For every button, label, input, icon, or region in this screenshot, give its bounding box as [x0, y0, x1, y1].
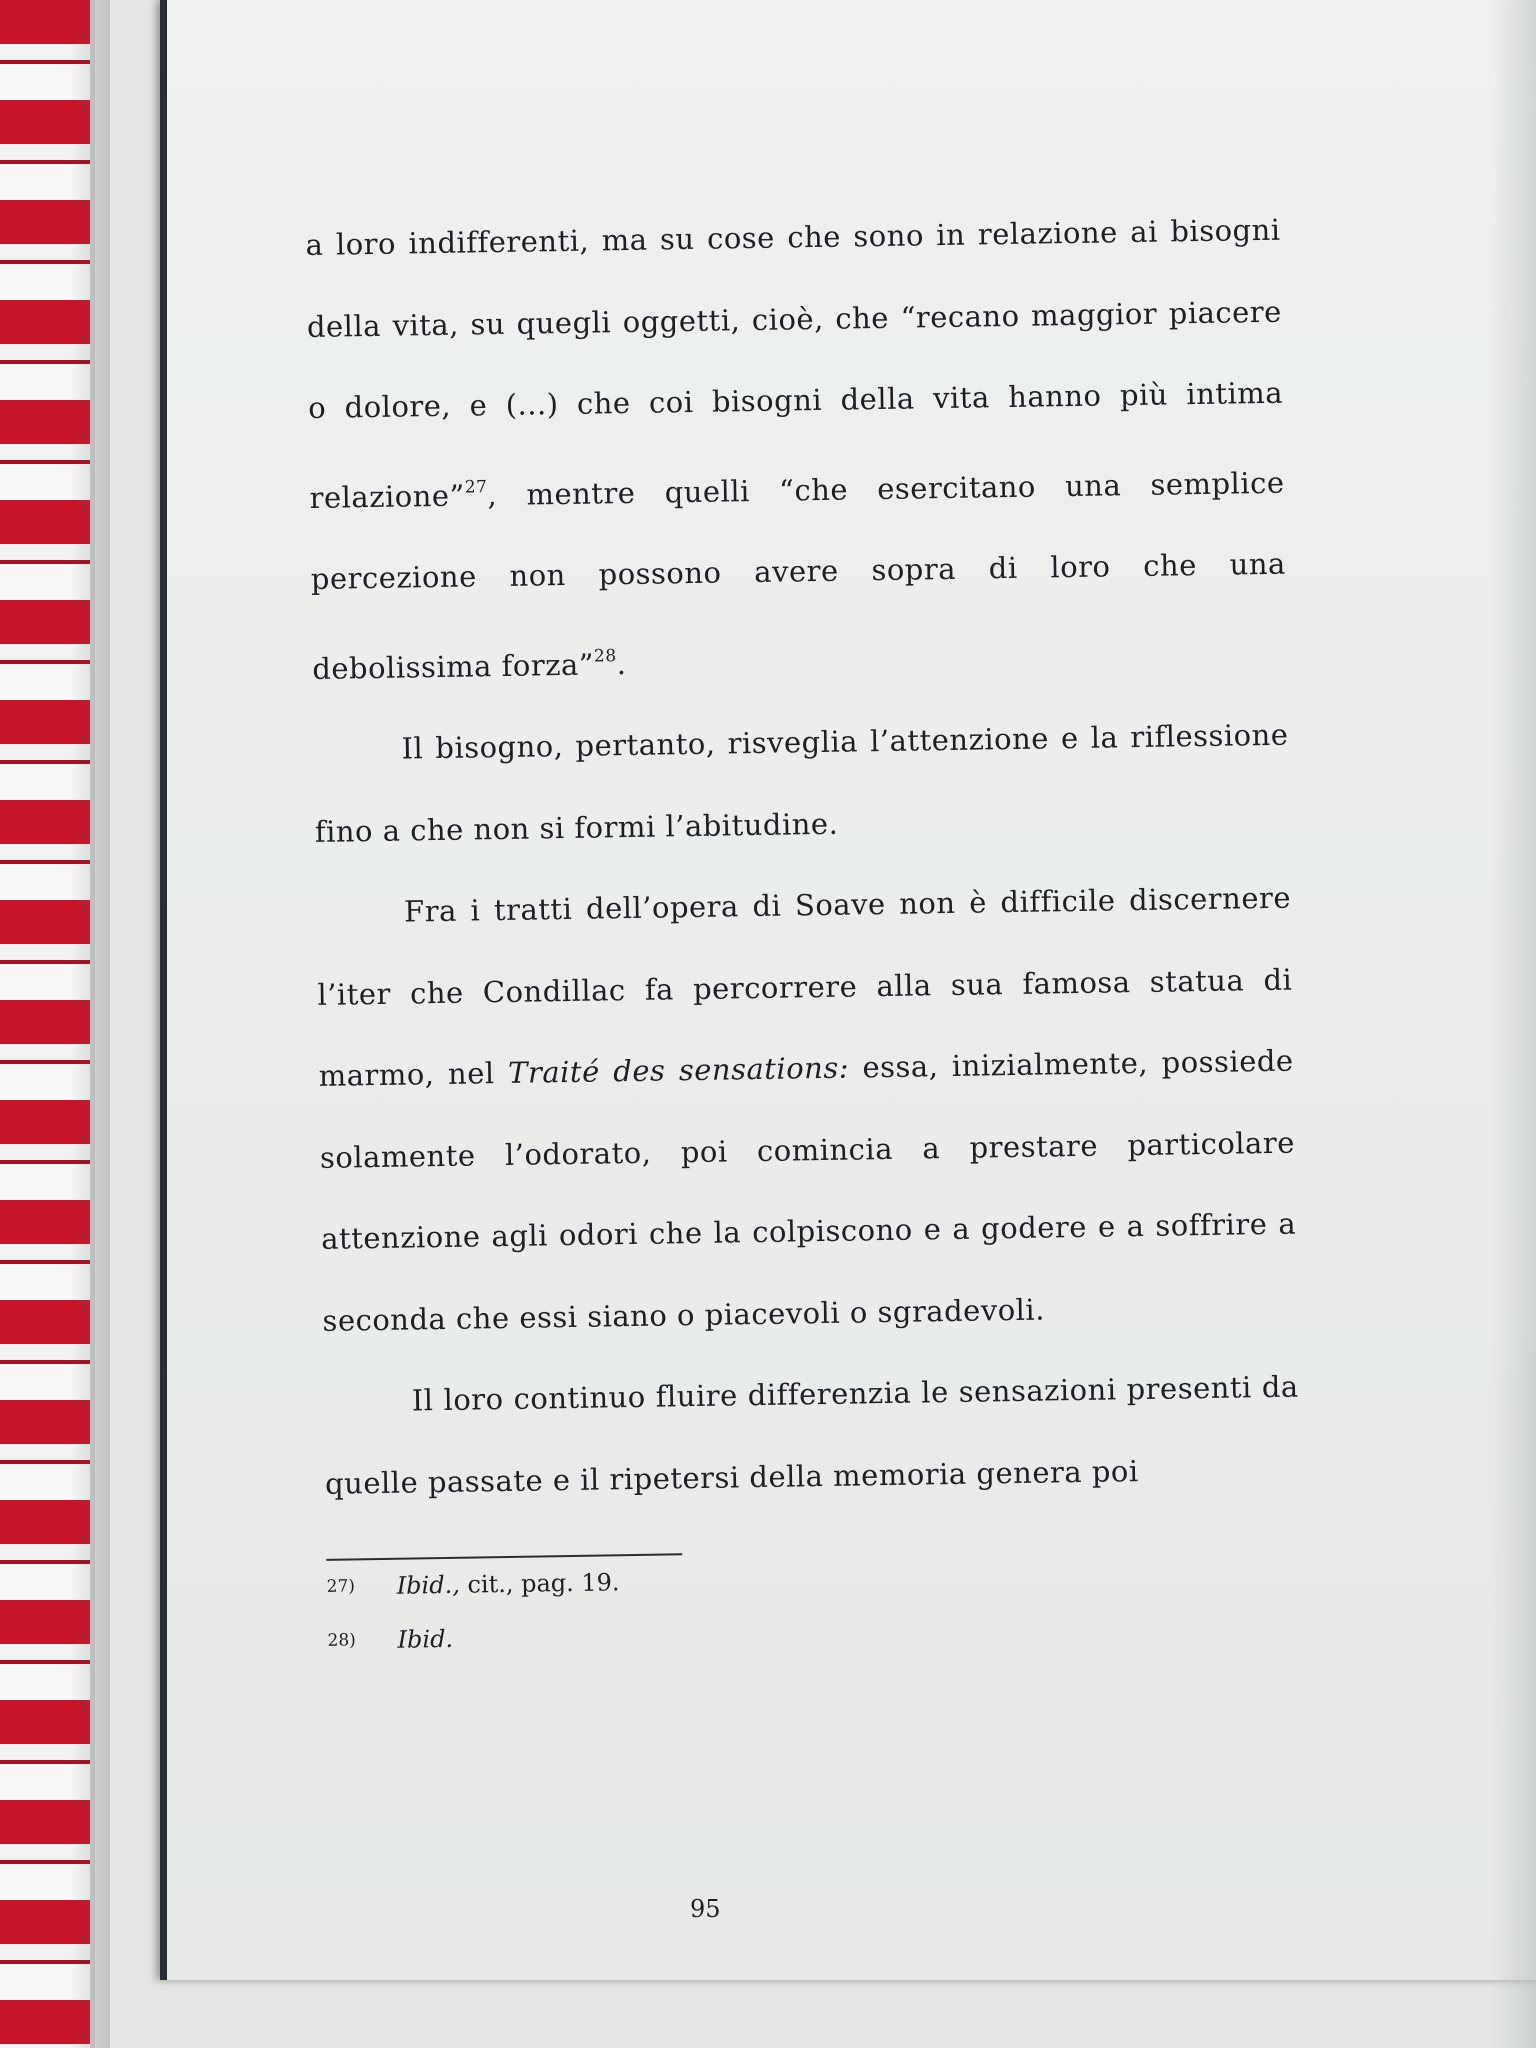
paragraph-3	[315, 858, 1298, 1362]
footnote-body: cit., pag. 19.	[459, 1568, 620, 1599]
paragraph-1	[305, 190, 1288, 710]
paragraph-1-text-c: .	[616, 646, 627, 681]
work-title: Traité des sensations:	[507, 1050, 850, 1090]
footnote-ref-27: 27	[464, 476, 488, 498]
footnote-number-value: 27	[326, 1576, 349, 1597]
paragraph-2: Il bisogno, pertanto, risveglia l’attenzione e la riflessione fino a che non si formi l’abitudine.	[314, 717, 1289, 849]
footnote-ref: Ibid.,	[396, 1570, 461, 1600]
binding-shadow	[70, 0, 110, 2048]
footnote-number	[326, 1564, 397, 1615]
footnote-number-suffix: )	[349, 1630, 356, 1651]
paragraph-1-text-a: a loro indifferenti, ma su cose che sono in relazione ai bisogni della vita, su quegli oggetti, cioè, che “recano maggior piacere o dolore, e (...) che coi bisogni della vita hanno più intima relazione”	[305, 212, 1284, 515]
paragraph-4: Il loro continuo fluire differenzia le sensazioni presenti da quelle passate e il ripetersi della memoria genera poi	[324, 1369, 1299, 1501]
footnote-number-suffix: )	[348, 1576, 356, 1597]
page-number: 95	[690, 1895, 721, 1923]
paragraph-3-text-a: Fra i tratti dell’opera di Soave non è difficile discernere l’iter che Condillac fa percorrere alla sua famosa statua di marmo, nel	[317, 880, 1293, 1093]
footnote-ref: Ibid.	[397, 1624, 454, 1654]
footnote-text	[396, 1560, 620, 1613]
footnote-text	[397, 1617, 453, 1668]
footnote-ref-28: 28	[593, 645, 617, 667]
paragraph-3-text-b: essa, inizialmente, possiede solamente l’odorato, poi comincia a prestare particolare attenzione agli odori che la colpiscono e a godere e a soffrire a seconda che essi siano o piacevoli o sgradevoli.	[319, 1043, 1297, 1338]
footnote-number-value: 28	[327, 1630, 350, 1651]
page-text-block	[305, 190, 1303, 1669]
paragraph-1-text-b: , mentre quelli “che esercitano una semplice percezione non possono avere sopra di loro che una debolissima forza”	[310, 465, 1287, 686]
footnote-number	[327, 1618, 398, 1669]
page-edge-shading	[1490, 0, 1536, 2048]
